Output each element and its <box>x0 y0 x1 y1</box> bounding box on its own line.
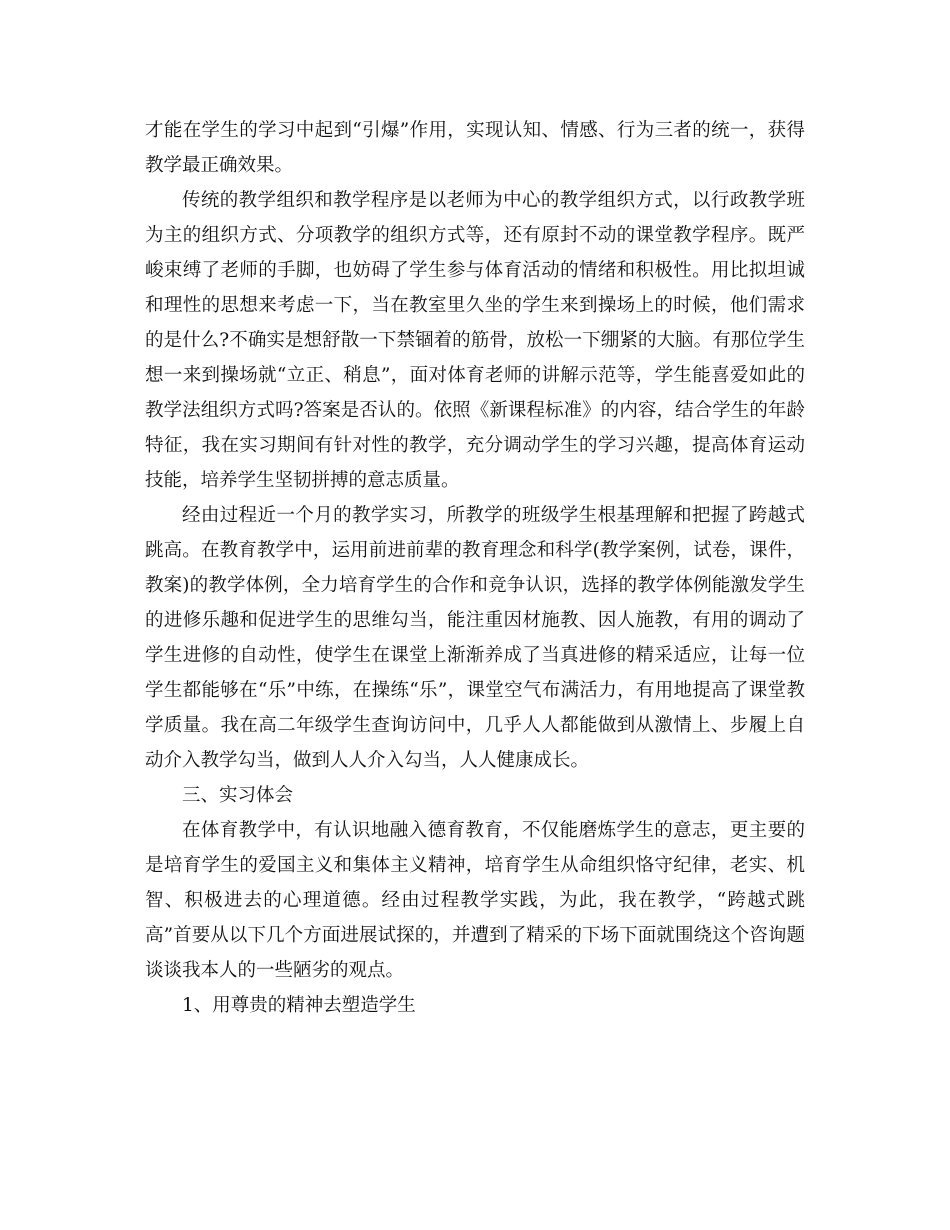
document-body <box>145 113 805 1023</box>
paragraph-continuation: 才能在学生的学习中起到“引爆”作用，实现认知、情感、行为三者的统一，获得教学最正确效果。 <box>145 120 805 176</box>
section-heading-internship-experience: 三、实习体会 <box>182 785 294 806</box>
subheading-noble-spirit: 1、用尊贵的精神去塑造学生 <box>182 995 416 1016</box>
paragraph-traditional-teaching: 传统的教学组织和教学程序是以老师为中心的教学组织方式，以行政教学班为主的组织方式、分项教学的组织方式等，还有原封不动的课堂教学程序。既严峻束缚了老师的手脚，也妨碍了学生参与体育活动的情绪和积极性。用比拟坦诚和理性的思想来考虑一下，当在教室里久坐的学生来到操场上的时候，他们需求的是什么?不确实是想舒散一下禁锢着的筋骨，放松一下绷紧的大脑。有那位学生想一来到操场就“立正、稍息”，面对体育老师的讲解示范等，学生能喜爱如此的教学法组织方式吗?答案是否认的。依照《新课程标准》的内容，结合学生的年龄特征，我在实习期间有针对性的教学，充分调动学生的学习兴趣，提高体育运动技能，培养学生坚韧拼搏的意志质量。 <box>145 190 805 491</box>
paragraph-moral-education: 在体育教学中，有认识地融入德育教育，不仅能磨炼学生的意志，更主要的是培育学生的爱国主义和集体主义精神，培育学生从命组织恪守纪律，老实、机智、积极进去的心理道德。经由过程教学实践，为此，我在教学，“跨越式跳高”首要从以下几个方面进展试探的，并遭到了精采的下场下面就围绕这个咨询题谈谈我本人的一些陋劣的观点。 <box>145 820 805 981</box>
paragraph-internship-results: 经由过程近一个月的教学实习，所教学的班级学生根基理解和把握了跨越式跳高。在教育教学中，运用前进前辈的教育理念和科学(教学案例，试卷，课件，教案)的教学体例，全力培育学生的合作和竞争认识，选择的教学体例能激发学生的进修乐趣和促进学生的思维勾当，能注重因材施教、因人施教，有用的调动了学生进修的自动性，使学生在课堂上渐渐养成了当真进修的精采适应，让每一位学生都能够在“乐”中练，在操练“乐”，课堂空气布满活力，有用地提高了课堂教学质量。我在高二年级学生查询访问中，几乎人人都能做到从激情上、步履上自动介入教学勾当，做到人人介入勾当，人人健康成长。 <box>145 505 805 771</box>
